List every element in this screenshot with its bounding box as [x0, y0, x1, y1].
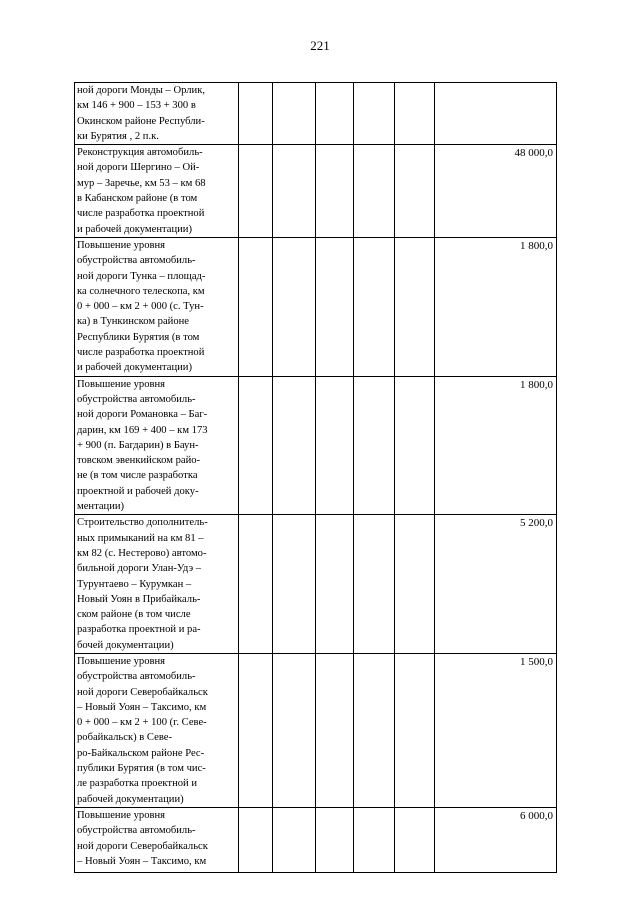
description-line: ной дороги Романовка – Баг-: [77, 409, 208, 421]
empty-cell: [273, 145, 316, 238]
empty-cell: [395, 515, 435, 654]
description-line: числе разработка проектной: [77, 347, 205, 359]
description-line: – Новый Уоян – Таксимо, км: [77, 855, 207, 867]
description-line: ной дороги Шергино – Ой-: [77, 162, 200, 174]
description-line: Повышение уровня: [77, 239, 166, 251]
empty-cell: [316, 237, 354, 376]
table-row: [75, 376, 557, 515]
description-line: и рабочей документации): [77, 223, 192, 235]
description-line: Повышение уровня: [77, 809, 166, 821]
empty-cell: [316, 807, 354, 872]
description-line: ной дороги Монды – Орлик,: [77, 85, 206, 96]
table-row: [75, 653, 557, 807]
table-row: [75, 83, 557, 145]
description-line: ро-Байкальском районе Рес-: [77, 747, 205, 759]
description-line: ки Бурятия , 2 п.к.: [77, 130, 159, 142]
description-line: обустройства автомобиль-: [77, 393, 196, 405]
description-line: ной дороги Северобайкальск: [77, 840, 208, 852]
empty-cell: [395, 83, 435, 145]
empty-cell: [239, 83, 273, 145]
empty-cell: [354, 515, 395, 654]
amount-cell: 1 800,0: [435, 237, 557, 376]
description-line: робайкальск) в Севе-: [77, 732, 172, 744]
description-line: числе разработка проектной: [77, 208, 205, 220]
description-line: ле разработка проектной и: [77, 778, 198, 790]
empty-cell: [316, 145, 354, 238]
empty-cell: [395, 237, 435, 376]
project-description-cell: [75, 83, 239, 145]
description-line: 0 + 000 – км 2 + 000 (с. Тун-: [77, 301, 204, 313]
description-line: дарин, км 169 + 400 – км 173: [77, 424, 208, 436]
budget-table: [74, 82, 557, 873]
description-line: ском районе (в том числе: [77, 609, 191, 621]
empty-cell: [273, 515, 316, 654]
empty-cell: [354, 653, 395, 807]
description-line: Республики Бурятия (в том: [77, 331, 200, 343]
empty-cell: [354, 83, 395, 145]
empty-cell: [273, 807, 316, 872]
amount-cell: 6 000,0: [435, 807, 557, 872]
project-description-cell: [75, 376, 239, 515]
empty-cell: [395, 376, 435, 515]
description-line: Турунтаево – Курумкан –: [77, 578, 192, 590]
description-line: публики Бурятия (в том чис-: [77, 763, 206, 775]
amount-cell: 1 800,0: [435, 376, 557, 515]
description-line: – Новый Уоян – Таксимо, км: [77, 701, 207, 713]
description-line: бочей документации): [77, 639, 174, 651]
description-line: проектной и рабочей доку-: [77, 485, 199, 497]
table-row: [75, 807, 557, 872]
description-line: в Кабанском районе (в том: [77, 193, 198, 205]
table-row: [75, 515, 557, 654]
empty-cell: [354, 145, 395, 238]
description-line: ной дороги Тунка – площад-: [77, 270, 206, 282]
empty-cell: [239, 807, 273, 872]
description-line: обустройства автомобиль-: [77, 825, 196, 837]
page-number: 221: [310, 38, 330, 53]
description-line: 0 + 000 – км 2 + 100 (г. Севе-: [77, 717, 207, 729]
empty-cell: [354, 376, 395, 515]
description-line: ной дороги Северобайкальск: [77, 686, 208, 698]
project-description-cell: [75, 653, 239, 807]
description-line: Окинском районе Республи-: [77, 115, 205, 127]
description-line: Строительство дополнитель-: [77, 517, 208, 529]
amount-cell: 1 500,0: [435, 653, 557, 807]
empty-cell: [239, 653, 273, 807]
empty-cell: [354, 237, 395, 376]
empty-cell: [273, 376, 316, 515]
empty-cell: [316, 83, 354, 145]
description-line: обустройства автомобиль-: [77, 671, 196, 683]
description-line: ка) в Тункинском районе: [77, 316, 190, 328]
project-description-cell: [75, 145, 239, 238]
description-line: и рабочей документации): [77, 362, 192, 374]
description-line: км 146 + 900 – 153 + 300 в: [77, 100, 196, 112]
table-row: [75, 145, 557, 238]
empty-cell: [316, 515, 354, 654]
description-line: ка солнечного телескопа, км: [77, 285, 205, 297]
empty-cell: [239, 376, 273, 515]
empty-cell: [273, 653, 316, 807]
description-line: обустройства автомобиль-: [77, 255, 196, 267]
empty-cell: [239, 237, 273, 376]
description-line: ных примыканий на км 81 –: [77, 532, 204, 544]
description-line: товском эвенкийском райо-: [77, 455, 201, 467]
description-line: разработка проектной и ра-: [77, 624, 201, 636]
amount-cell: [435, 83, 557, 145]
description-line: не (в том числе разработка: [77, 470, 198, 482]
description-line: + 900 (п. Багдарин) в Баун-: [77, 439, 199, 451]
description-line: Реконструкция автомобиль-: [77, 147, 203, 159]
description-line: бильной дороги Улан-Удэ –: [77, 563, 202, 575]
empty-cell: [316, 653, 354, 807]
amount-cell: 5 200,0: [435, 515, 557, 654]
empty-cell: [354, 807, 395, 872]
description-line: Повышение уровня: [77, 378, 166, 390]
description-line: Новый Уоян в Прибайкаль-: [77, 593, 201, 605]
description-line: рабочей документации): [77, 793, 184, 805]
empty-cell: [395, 807, 435, 872]
empty-cell: [273, 237, 316, 376]
project-description-cell: [75, 237, 239, 376]
project-description-cell: [75, 515, 239, 654]
empty-cell: [395, 653, 435, 807]
description-line: Повышение уровня: [77, 655, 166, 667]
empty-cell: [239, 145, 273, 238]
amount-cell: 48 000,0: [435, 145, 557, 238]
empty-cell: [395, 145, 435, 238]
description-line: мур – Заречье, км 53 – км 68: [77, 177, 206, 189]
description-line: км 82 (с. Нестерово) автомо-: [77, 547, 207, 559]
empty-cell: [273, 83, 316, 145]
empty-cell: [239, 515, 273, 654]
table-row: [75, 237, 557, 376]
description-line: ментации): [77, 501, 125, 513]
empty-cell: [316, 376, 354, 515]
project-description-cell: [75, 807, 239, 872]
